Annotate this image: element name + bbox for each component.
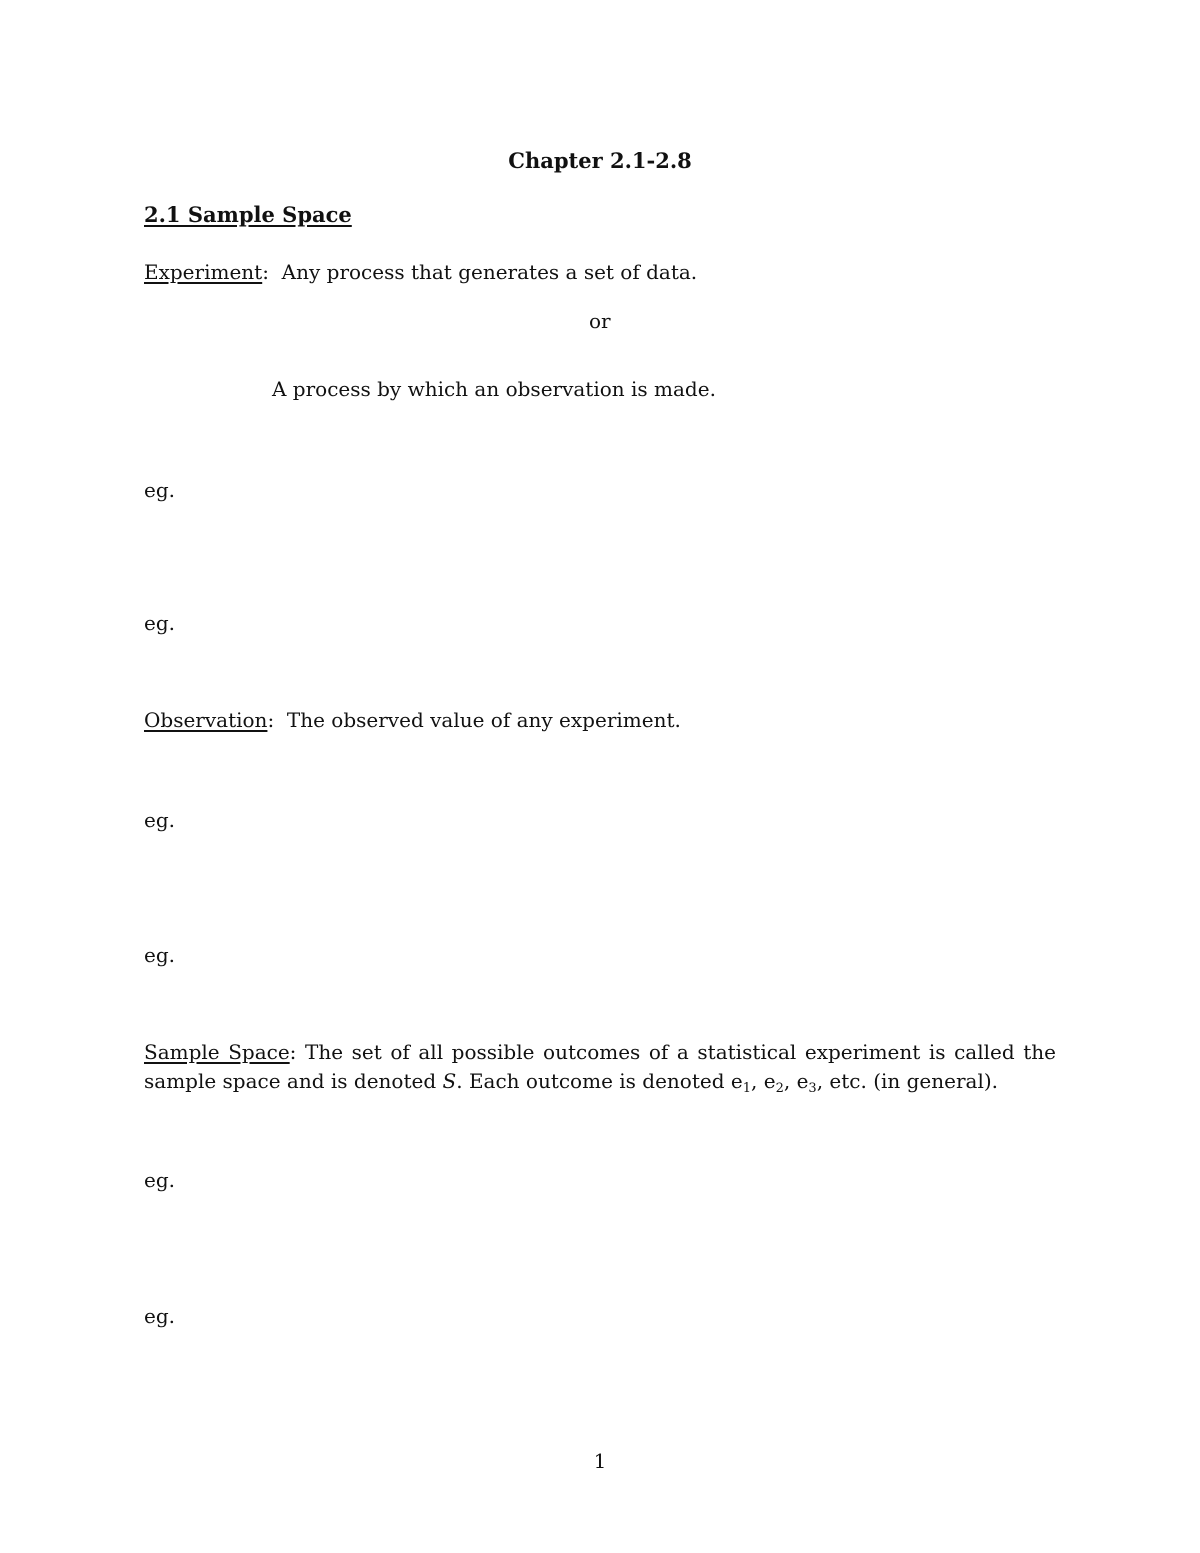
- outcome-tail-text: etc. (in general).: [829, 1069, 999, 1093]
- chapter-title: Chapter 2.1-2.8: [508, 148, 692, 173]
- or-separator: or: [589, 309, 611, 333]
- example-label: eg.: [144, 478, 175, 502]
- observation-definition: Observation: The observed value of any experiment.: [144, 708, 681, 732]
- experiment-term: Experiment: [144, 260, 263, 284]
- sample-space-definition-line2: sample space and is denoted S. Each outcome is denoted $e_1$, $e_2$, $e_3$, etc. (in general).: [144, 1069, 999, 1096]
- sample-space-symbol: S: [442, 1069, 457, 1093]
- outcome-e2: $e_2$: [763, 1069, 784, 1096]
- example-label: eg.: [144, 1304, 175, 1328]
- sample-space-line1-text: The set of all possible outcomes of a statistical experiment is called the: [305, 1040, 1056, 1064]
- outcome-text: Each outcome is denoted: [468, 1069, 725, 1093]
- sample-space-term: Sample Space: [144, 1040, 290, 1064]
- observation-definition-text: The observed value of any experiment.: [286, 708, 681, 732]
- example-label: eg.: [144, 808, 175, 832]
- sample-space-definition-line1: Sample Space: The set of all possible outcomes of a statistical experiment is called the: [144, 1040, 1056, 1064]
- outcome-e1: $e_1$: [730, 1069, 751, 1096]
- sample-space-line2-text: sample space and is denoted: [144, 1069, 437, 1093]
- page-number: 1: [593, 1449, 607, 1473]
- example-label: eg.: [144, 943, 175, 967]
- example-label: eg.: [144, 611, 175, 635]
- example-label: eg.: [144, 1168, 175, 1192]
- section-heading: 2.1 Sample Space: [144, 202, 352, 227]
- outcome-e3: $e_3$: [796, 1069, 817, 1096]
- experiment-definition-text: Any process that generates a set of data.: [281, 260, 698, 284]
- observation-term: Observation: [144, 708, 268, 732]
- experiment-definition: Experiment: Any process that generates a set of data.: [144, 260, 698, 284]
- experiment-alt-definition: A process by which an observation is made.: [272, 377, 716, 401]
